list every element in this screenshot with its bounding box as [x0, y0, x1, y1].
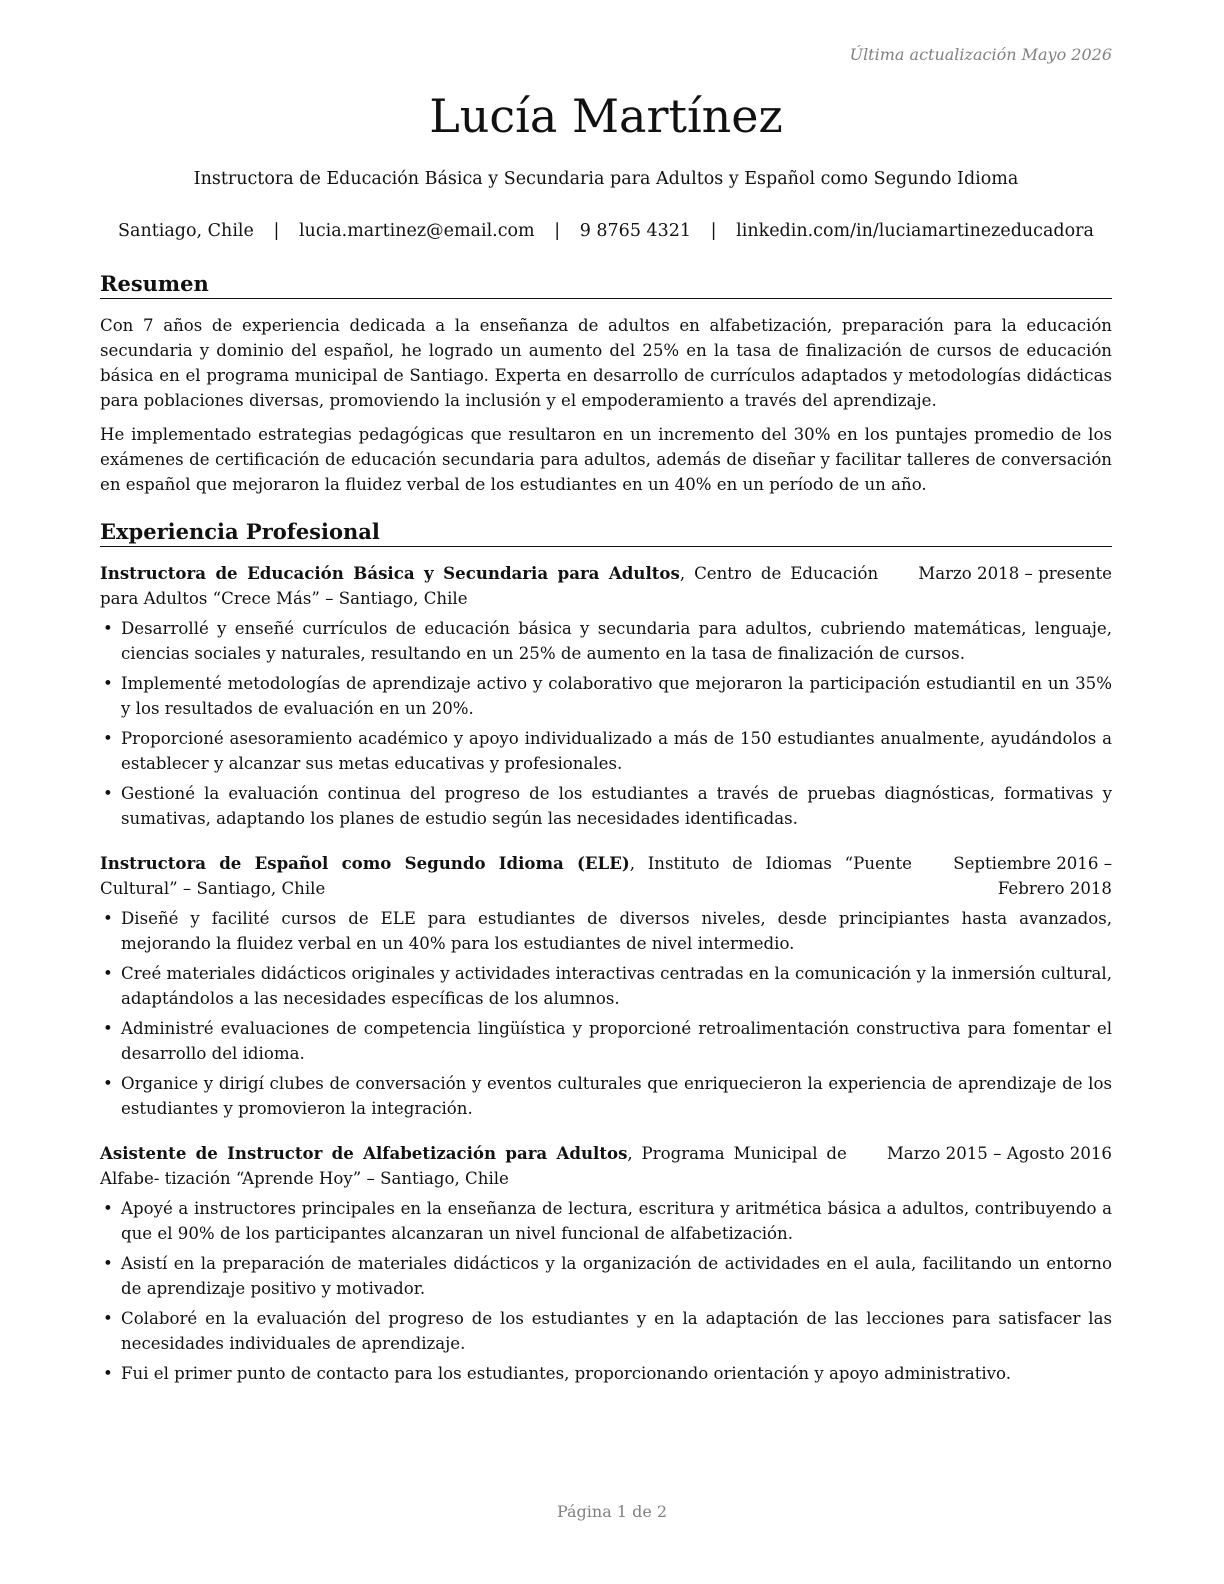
job-bullets [100, 616, 1112, 831]
job-bullet-text: Creé materiales didácticos originales y actividades interactivas centradas en la comunicación y la inmersión cultural, adaptándolos a las necesidades específicas de los alumnos. [121, 964, 1112, 1008]
job-bullets [100, 1196, 1112, 1386]
job-organization: , Centro de Educación para Adultos “Crece Más” – Santiago, Chile [100, 564, 879, 608]
job-header [100, 1141, 1112, 1191]
job-bullet [100, 616, 1112, 666]
bullet-icon: • [103, 1254, 113, 1273]
job-organization: , Instituto de Idiomas “Puente Cultural” – Santiago, Chile [100, 854, 912, 898]
job-dates: Marzo 2018 – presente [918, 564, 1112, 583]
last-updated: Última actualización Mayo 2026 [849, 45, 1112, 64]
bullet-icon: • [103, 619, 113, 638]
contact-line [100, 219, 1112, 243]
job-bullets [100, 906, 1112, 1121]
job-entry [100, 1141, 1112, 1386]
job-bullet-text: Fui el primer punto de contacto para los estudiantes, proporcionando orientación y apoyo administrativo. [121, 1364, 1012, 1383]
contact-linkedin[interactable]: linkedin.com/in/luciamartinezeducadora [736, 221, 1094, 241]
page-number: Página 1 de 2 [556, 1502, 668, 1521]
job-bullet [100, 906, 1112, 956]
job-bullet-text: Diseñé y facilité cursos de ELE para estudiantes de diversos niveles, desde principiantes hasta avanzados, mejorando la fluidez verbal en un 40% para los estudiantes de nivel intermedio. [121, 909, 1112, 953]
job-bullet-text: Asistí en la preparación de materiales didácticos y la organización de actividades en el aula, facilitando un entorno de aprendizaje positivo y motivador. [121, 1254, 1112, 1298]
candidate-title: Instructora de Educación Básica y Secundaria para Adultos y Español como Segundo Idioma [193, 169, 1019, 189]
summary-paragraph: He implementado estrategias pedagógicas que resultaron en un incremento del 30% en los puntajes promedio de los exámenes de certificación de educación secundaria para adultos, además de diseñar y facilitar talleres de conversación en español que mejoraron la fluidez verbal de los estudiantes en un 40% en un período de un año. [100, 425, 1112, 494]
job-bullet [100, 1196, 1112, 1246]
job-heading [100, 1141, 847, 1191]
summary-paragraph: Con 7 años de experiencia dedicada a la enseñanza de adultos en alfabetización, preparación para la educación secundaria y dominio del español, he logrado un aumento del 25% en la tasa de finalización de cursos de educación básica en el programa municipal de Santiago. Experta en desarrollo de currículos adaptados y metodologías didácticas para poblaciones diversas, promoviendo la inclusión y el empoderamiento a través del aprendizaje. [100, 316, 1112, 410]
job-bullet-text: Proporcioné asesoramiento académico y apoyo individualizado a más de 150 estudiantes anualmente, ayudándolos a establecer y alcanzar sus metas educativas y profesionales. [121, 729, 1112, 773]
job-bullet-text: Gestioné la evaluación continua del progreso de los estudiantes a través de pruebas diagnósticas, formativas y sumativas, adaptando los planes de estudio según las necesidades identificadas. [121, 784, 1112, 828]
job-bullet-text: Organice y dirigí clubes de conversación y eventos culturales que enriquecieron la experiencia de aprendizaje de los estudiantes y promovieron la integración. [121, 1074, 1112, 1118]
job-bullet-text: Implementé metodologías de aprendizaje activo y colaborativo que mejoraron la participación estudiantil en un 35% y los resultados de evaluación en un 20%. [121, 674, 1112, 718]
bullet-icon: • [103, 1364, 113, 1383]
job-heading [100, 851, 912, 901]
job-organization: , Programa Municipal de Alfabe- tización “Aprende Hoy” – Santiago, Chile [100, 1144, 847, 1188]
bullet-icon: • [103, 674, 113, 693]
job-role: Instructora de Educación Básica y Secundaria para Adultos [100, 563, 680, 583]
bullet-icon: • [103, 1309, 113, 1328]
contact-separator: | [273, 221, 280, 241]
resume-content [100, 270, 1112, 1391]
contact-phone: 9 8765 4321 [579, 221, 692, 241]
experience-section [100, 518, 1112, 1386]
job-role: Asistente de Instructor de Alfabetización para Adultos [100, 1143, 628, 1163]
summary-section [100, 270, 1112, 497]
job-bullet [100, 961, 1112, 1011]
job-bullet [100, 1016, 1112, 1066]
job-heading [100, 561, 878, 611]
job-bullet-text: Apoyé a instructores principales en la enseñanza de lectura, escritura y aritmética básica a adultos, contribuyendo a que el 90% de los participantes alcanzaran un nivel funcional de alfabetización. [121, 1199, 1112, 1243]
section-title-summary: Resumen [100, 270, 1112, 299]
job-header [100, 561, 1112, 611]
job-bullet [100, 1251, 1112, 1301]
job-role: Instructora de Español como Segundo Idioma (ELE) [100, 853, 630, 873]
contact-location: Santiago, Chile [118, 221, 254, 241]
bullet-icon: • [103, 909, 113, 928]
job-bullet [100, 671, 1112, 721]
bullet-icon: • [103, 1019, 113, 1038]
job-bullet-text: Desarrollé y enseñé currículos de educación básica y secundaria para adultos, cubriendo matemáticas, lenguaje, ciencias sociales y naturales, resultando en un 25% de aumento en la tasa de finalización de cursos. [121, 619, 1112, 663]
bullet-icon: • [103, 1199, 113, 1218]
job-header [100, 851, 1112, 901]
candidate-name: Lucía Martínez [429, 89, 783, 143]
job-bullet [100, 1361, 1112, 1386]
bullet-icon: • [103, 1074, 113, 1093]
job-entry [100, 851, 1112, 1121]
job-bullet-text: Administré evaluaciones de competencia lingüística y proporcioné retroalimentación constructiva para fomentar el desarrollo del idioma. [121, 1019, 1112, 1063]
contact-email[interactable]: lucia.martinez@email.com [298, 221, 535, 241]
resume-page [100, 0, 1112, 1584]
bullet-icon: • [103, 784, 113, 803]
job-bullet [100, 1306, 1112, 1356]
bullet-icon: • [103, 964, 113, 983]
job-dates: Marzo 2015 – Agosto 2016 [886, 1144, 1112, 1163]
job-bullet [100, 1071, 1112, 1121]
contact-separator: | [710, 221, 717, 241]
job-dates: Septiembre 2016 – Febrero 2018 [953, 854, 1112, 898]
job-bullet [100, 781, 1112, 831]
contact-separator: | [554, 221, 561, 241]
section-title-experience: Experiencia Profesional [100, 518, 1112, 547]
job-bullet-text: Colaboré en la evaluación del progreso de los estudiantes y en la adaptación de las lecciones para satisfacer las necesidades individuales de aprendizaje. [121, 1309, 1112, 1353]
job-bullet [100, 726, 1112, 776]
bullet-icon: • [103, 729, 113, 748]
job-entry [100, 561, 1112, 831]
